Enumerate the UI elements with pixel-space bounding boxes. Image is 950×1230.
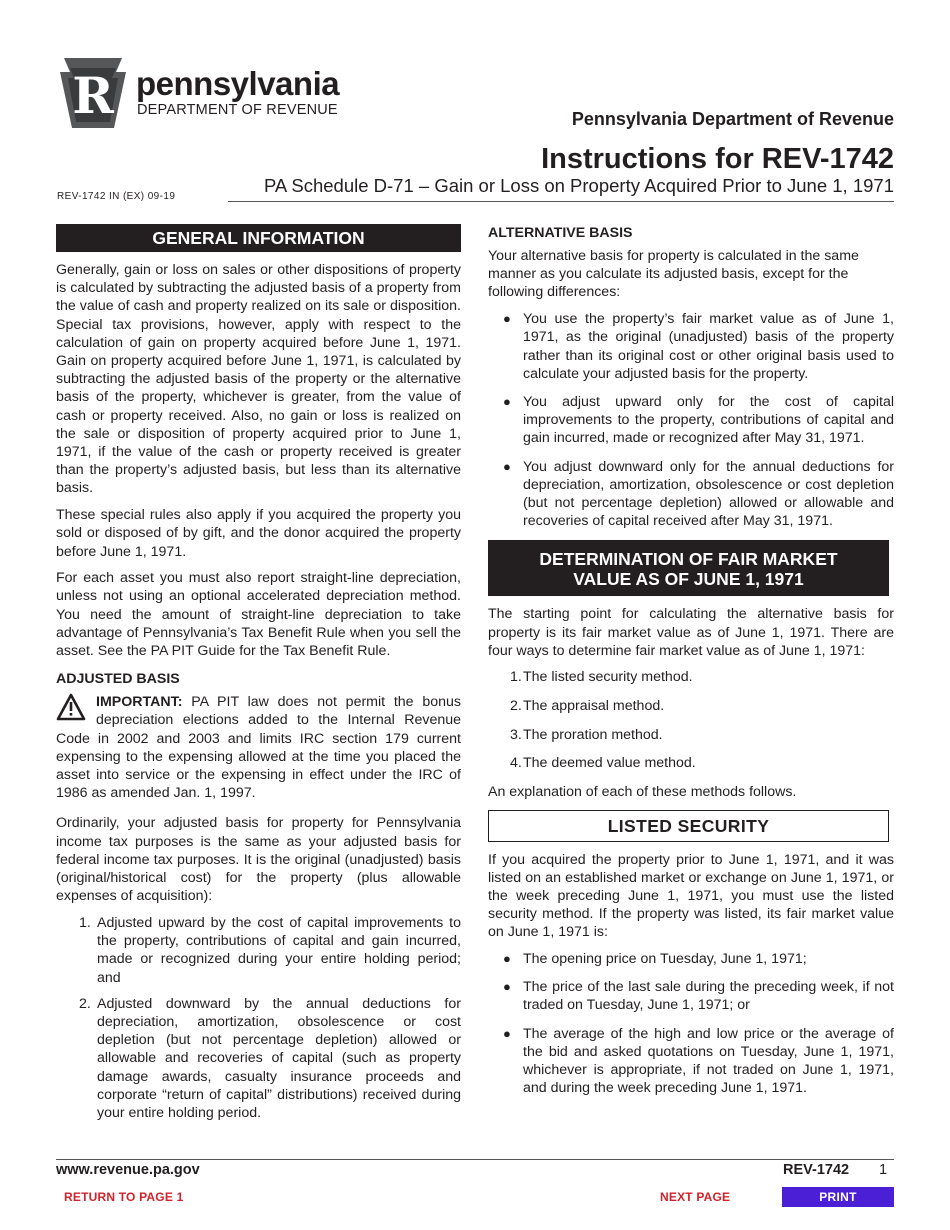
adjusted-paragraph-1: Ordinarily, your adjusted basis for property for Pennsylvania income tax purposes is the same as your adjusted basis for federal income tax purposes. It is the original (unadjusted) basis (original/historical cost) for the property (plus allowable expenses of acquisition): [56,815,461,905]
bullet-icon: ● [503,951,511,967]
next-page-link[interactable]: NEXT PAGE [660,1190,731,1204]
list-item [488,726,894,744]
list-item-text: Adjusted upward by the cost of capital improvements to the property, contributions of capital and gain incurred, made or recognized during your entire holding period; and [97,915,461,986]
general-information-heading: GENERAL INFORMATION [56,224,461,252]
print-button[interactable]: PRINT [782,1187,894,1207]
list-item-text: You adjust downward only for the annual deductions for depreciation, amortization, obsolescence or cost depletion (but not percentage depletion) allowed or allowable and recoveries of capital received after May 31, 1971. [523,458,894,530]
list-item [488,978,894,1014]
fmv-methods-list [488,668,894,772]
footer-form-code: REV-1742 [783,1162,850,1178]
pa-revenue-logo [56,56,356,132]
list-item-text: The deemed value method. [523,755,696,772]
agency-name: Pennsylvania Department of Revenue [571,109,894,129]
list-number: 1. [510,669,522,686]
form-code: REV-1742 IN (EX) 09-19 [57,191,176,202]
alternative-bullets [488,310,894,530]
important-text: PA PIT law does not permit the bonus depreciation elections added to the Internal Revenue Code in 2002 and 2003 and limits IRC section 179 current expensing to the expensing allowed at the time you placed the asset into service or the expensing in effect under the IRC of 1986 as amended Jan. 1, 1997. [56,694,461,802]
fair-market-value-heading [488,540,889,596]
list-item-text: The price of the last sale during the preceding week, if not traded on Tuesday, June 1, 1971; or [523,979,894,1014]
left-column [56,224,461,1130]
list-item [488,697,894,715]
alternative-paragraph-1: Your alternative basis for property is calculated in the same manner as you calculate its adjusted basis, except for the following differences: [488,248,859,301]
header-divider [228,201,894,202]
warning-icon [56,693,88,725]
list-number: 4. [510,755,522,772]
page-number: 1 [879,1162,888,1178]
listed-security-heading: LISTED SECURITY [488,810,889,842]
list-item [488,754,894,772]
list-item [488,950,894,968]
logo-wordmark: pennsylvania [136,65,340,102]
alternative-basis-heading: ALTERNATIVE BASIS [488,225,633,241]
list-item [488,1025,894,1098]
list-number: 3. [510,726,522,743]
bullet-icon: ● [503,1025,511,1041]
list-number: 2. [510,698,522,715]
general-paragraph-2: These special rules also apply if you acquired the property you sold or disposed of by gift, and the donor acquired the property before June 1, 1971. [56,507,461,560]
list-item [488,393,894,448]
footer-divider [56,1159,894,1160]
listed-paragraph-1: If you acquired the property prior to June 1, 1971, and it was listed on an established market or exchange on June 1, 1971, or the week preceding June 1, 1971, you must use the listed security method. If the property was listed, its fair market value on June 1, 1971 is: [488,851,894,941]
logo-department: DEPARTMENT OF REVENUE [137,102,338,118]
list-item-text: You adjust upward only for the cost of capital improvements to the property, contributions of capital and gain incurred, made or recognized after May 31, 1971. [523,393,894,447]
bullet-icon: ● [503,311,511,327]
keystone-logo-icon [56,56,130,132]
general-paragraph-1: Generally, gain or loss on sales or other dispositions of property is calculated by subtracting the adjusted basis of a property from the value of cash and property realized on its sale or disposition. Special tax provisions, however, apply with respect to the calculation of gain on property acquired before June 1, 1971. Gain on property acquired before June 1, 1971, is calculated by subtracting the adjusted basis of the property or the alternative basis of the property, whichever is greater, from the value of cash or property received. Also, no gain or loss is realized on the sale or disposition of property acquired prior to June 1, 1971, if the value of the cash or property received is greater than the property’s adjusted basis, but less than its alternative basis. [56,262,461,497]
list-item-text: The listed security method. [523,669,693,686]
list-item-text: The appraisal method. [523,698,665,715]
list-item-text: The average of the high and low price or the average of the bid and asked quotations on Tuesday, June 1, 1971, whichever is appropriate, if not traded on June 1, 1971, and during the week preceding June 1, 1971. [523,1025,894,1097]
heading-line-1: DETERMINATION OF FAIR MARKET [539,549,838,570]
page-title: Instructions for REV-1742 [541,143,894,175]
adjusted-basis-heading: ADJUSTED BASIS [56,671,180,688]
important-label: IMPORTANT: [96,694,183,711]
bullet-icon: ● [503,393,511,409]
list-item-text: The opening price on Tuesday, June 1, 1971; [523,951,807,968]
list-number: 2. [79,995,91,1012]
bullet-icon: ● [503,979,511,995]
general-paragraph-3: For each asset you must also report straight-line depreciation, unless not using an optional accelerated depreciation method. You need the amount of straight-line depreciation to take advantage of Pennsylvania’s Tax Benefit Rule when you sell the asset. See the PA PIT Guide for the Tax Benefit Rule. [56,570,461,660]
list-item [56,995,461,1122]
return-to-page-1-link[interactable]: RETURN TO PAGE 1 [64,1190,184,1204]
list-item [488,668,894,686]
right-column [488,224,894,1107]
bullet-icon: ● [503,458,511,474]
list-item-text: The proration method. [523,726,663,743]
list-number: 1. [79,915,91,931]
list-item [488,310,894,383]
heading-line-2: VALUE AS OF JUNE 1, 1971 [573,569,804,590]
adjusted-list [56,914,461,1122]
list-item-text: Adjusted downward by the annual deductions for depreciation, amortization, obsolescence or cost depletion (but not percentage depletion) allowed or allowable and recoveries of capital (such as property damage awards, casualty insurance proceeds and corporate “return of capital” distributions) received during your entire holding period. [97,995,461,1122]
important-notice [56,693,461,802]
fmv-paragraph-2: An explanation of each of these methods follows. [488,783,797,800]
list-item [488,458,894,531]
website-link[interactable]: www.revenue.pa.gov [56,1162,200,1178]
page-subtitle: PA Schedule D-71 – Gain or Loss on Property Acquired Prior to June 1, 1971 [263,175,894,196]
list-item-text: You use the property’s fair market value as of June 1, 1971, as the original (unadjusted) basis of the property rather than its original cost or other original basis used to calculate your adjusted basis for the property. [523,311,894,382]
fmv-paragraph-1: The starting point for calculating the alternative basis for property is its fair market value as of June 1, 1971. There are four ways to determine fair market value as of June 1, 1971: [488,606,894,659]
list-item [56,914,461,987]
listed-bullets [488,950,894,1097]
svg-text:R: R [72,66,114,125]
